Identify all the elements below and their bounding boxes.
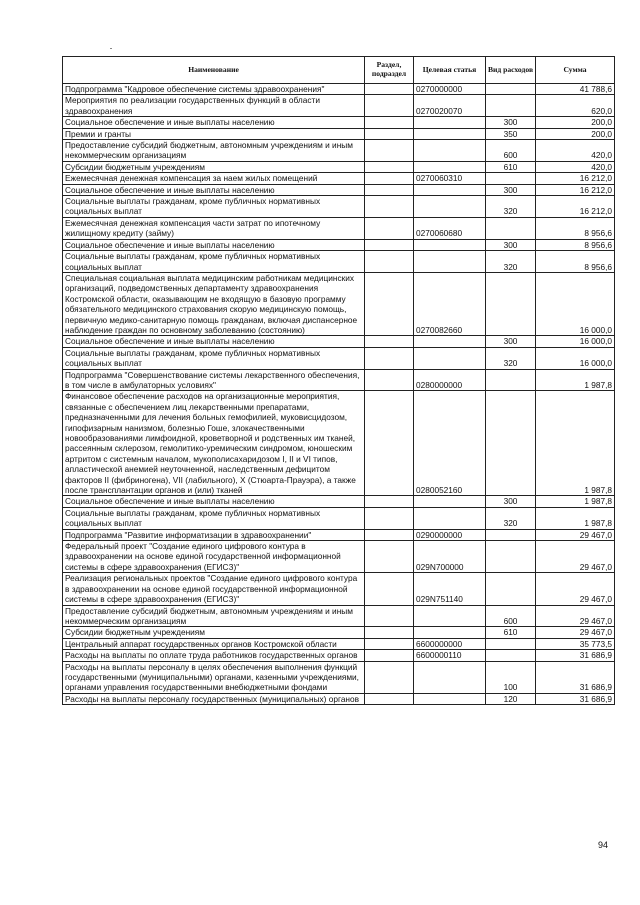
cell-sum: 29 467,0 [536, 573, 615, 605]
cell-razdel [365, 336, 414, 347]
header-name: Наименование [63, 57, 365, 84]
table-row [63, 650, 615, 661]
cell-name: Подпрограмма "Развитие информатизации в здравоохранении" [63, 529, 365, 540]
table-row [63, 496, 615, 507]
cell-razdel [365, 196, 414, 218]
cell-name: Мероприятия по реализации государственных функций в области здравоохранения [63, 95, 365, 117]
cell-name: Социальное обеспечение и иные выплаты населению [63, 184, 365, 195]
cell-razdel [365, 84, 414, 95]
cell-name: Социальные выплаты гражданам, кроме публичных нормативных социальных выплат [63, 251, 365, 273]
cell-vid: 350 [486, 128, 536, 139]
cell-name: Социальные выплаты гражданам, кроме публичных нормативных социальных выплат [63, 347, 365, 369]
cell-vid: 300 [486, 117, 536, 128]
table-row [63, 184, 615, 195]
cell-stat [414, 507, 486, 529]
cell-vid: 600 [486, 140, 536, 162]
cell-stat: 029N751140 [414, 573, 486, 605]
table-row [63, 173, 615, 184]
cell-name: Центральный аппарат государственных органов Костромской области [63, 638, 365, 649]
cell-razdel [365, 650, 414, 661]
cell-stat [414, 693, 486, 704]
cell-razdel [365, 391, 414, 496]
table-row [63, 661, 615, 693]
cell-vid [486, 529, 536, 540]
cell-razdel [365, 184, 414, 195]
cell-sum: 31 686,9 [536, 650, 615, 661]
cell-sum: 200,0 [536, 128, 615, 139]
cell-vid [486, 391, 536, 496]
cell-stat [414, 605, 486, 627]
cell-vid [486, 369, 536, 391]
table-row [63, 638, 615, 649]
cell-stat: 0270060310 [414, 173, 486, 184]
budget-page [62, 56, 614, 705]
cell-vid: 300 [486, 239, 536, 250]
table-row [63, 336, 615, 347]
cell-stat [414, 196, 486, 218]
cell-name: Премии и гранты [63, 128, 365, 139]
cell-vid [486, 95, 536, 117]
cell-razdel [365, 369, 414, 391]
cell-name: Субсидии бюджетным учреждениям [63, 627, 365, 638]
cell-name: Федеральный проект "Создание единого цифрового контура в здравоохранении на основе единой государственной информационной системы в сфере здравоохранения (ЕГИСЗ)" [63, 541, 365, 573]
cell-razdel [365, 347, 414, 369]
cell-sum: 200,0 [536, 117, 615, 128]
cell-sum: 16 212,0 [536, 184, 615, 195]
cell-sum: 420,0 [536, 161, 615, 172]
cell-name: Подпрограмма "Совершенствование системы лекарственного обеспечения, в том числе в амбулаторных условиях" [63, 369, 365, 391]
cell-vid: 610 [486, 161, 536, 172]
cell-sum: 8 956,6 [536, 251, 615, 273]
table-row [63, 693, 615, 704]
cell-name: Реализация региональных проектов "Создание единого цифрового контура в здравоохранении на основе единой государственной информационной системы в сфере здравоохранения (ЕГИСЗ)" [63, 573, 365, 605]
table-row [63, 605, 615, 627]
cell-name: Социальное обеспечение и иные выплаты населению [63, 496, 365, 507]
cell-vid [486, 650, 536, 661]
cell-razdel [365, 638, 414, 649]
cell-vid: 320 [486, 507, 536, 529]
cell-vid: 320 [486, 196, 536, 218]
cell-stat [414, 239, 486, 250]
cell-name: Финансовое обеспечение расходов на организационные мероприятия, связанные с обеспечением лиц лекарственными препаратами, предназначенными для лечения больных гемофилией, муковисцидозом, гипофизарным нанизмом, болезнью Гоше, злокачественными новообразованиями лимфоидной, кроветворной и родственных им тканей, рассеянным склерозом, гемолитико-уремическим синдромом, юношеским артритом с системным началом, мукополисахаридозом I, II и VI типов, апластической анемией неуточненной, наследственным дефицитом факторов II (фибриногена), VII (лабильного), X (Стюарта-Прауэра), а также после трансплантации органов и (или) тканей [63, 391, 365, 496]
cell-sum: 16 000,0 [536, 272, 615, 335]
cell-vid [486, 84, 536, 95]
cell-stat [414, 184, 486, 195]
table-row [63, 251, 615, 273]
table-row [63, 217, 615, 239]
cell-vid: 320 [486, 347, 536, 369]
cell-razdel [365, 693, 414, 704]
cell-sum: 29 467,0 [536, 541, 615, 573]
cell-stat [414, 347, 486, 369]
cell-razdel [365, 117, 414, 128]
cell-name: Социальное обеспечение и иные выплаты населению [63, 336, 365, 347]
cell-vid: 300 [486, 184, 536, 195]
cell-stat: 6600000000 [414, 638, 486, 649]
cell-razdel [365, 173, 414, 184]
table-row [63, 507, 615, 529]
table-row [63, 140, 615, 162]
header-razdel: Раздел, подраздел [365, 57, 414, 84]
cell-sum: 41 788,6 [536, 84, 615, 95]
cell-stat: 0290000000 [414, 529, 486, 540]
budget-table [62, 56, 615, 705]
cell-name: Расходы на выплаты персоналу в целях обеспечения выполнения функций государственными (муниципальными) органами, казенными учреждениями, органами управления государственными внебюджетными фондами [63, 661, 365, 693]
cell-name: Субсидии бюджетным учреждениям [63, 161, 365, 172]
cell-name: Расходы на выплаты по оплате труда работников государственных органов [63, 650, 365, 661]
cell-stat: 0280000000 [414, 369, 486, 391]
cell-stat [414, 117, 486, 128]
table-row [63, 391, 615, 496]
table-row [63, 128, 615, 139]
cell-sum: 29 467,0 [536, 605, 615, 627]
cell-razdel [365, 541, 414, 573]
table-row [63, 573, 615, 605]
cell-vid [486, 173, 536, 184]
cell-sum: 16 212,0 [536, 196, 615, 218]
cell-sum: 620,0 [536, 95, 615, 117]
cell-name: Ежемесячная денежная компенсация за наем жилых помещений [63, 173, 365, 184]
cell-stat: 0270020070 [414, 95, 486, 117]
cell-stat [414, 128, 486, 139]
cell-vid: 320 [486, 251, 536, 273]
cell-razdel [365, 573, 414, 605]
cell-razdel [365, 272, 414, 335]
cell-vid: 300 [486, 336, 536, 347]
cell-name: Предоставление субсидий бюджетным, автономным учреждениям и иным некоммерческим организациям [63, 605, 365, 627]
cell-sum: 16 000,0 [536, 336, 615, 347]
cell-stat: 0270000000 [414, 84, 486, 95]
table-row [63, 161, 615, 172]
cell-stat [414, 161, 486, 172]
cell-vid: 100 [486, 661, 536, 693]
cell-stat: 029N700000 [414, 541, 486, 573]
cell-sum: 31 686,9 [536, 661, 615, 693]
cell-sum: 29 467,0 [536, 627, 615, 638]
table-row [63, 117, 615, 128]
cell-razdel [365, 661, 414, 693]
cell-sum: 1 987,8 [536, 391, 615, 496]
cell-name: Социальное обеспечение и иные выплаты населению [63, 117, 365, 128]
cell-vid: 300 [486, 496, 536, 507]
cell-razdel [365, 128, 414, 139]
cell-razdel [365, 529, 414, 540]
cell-stat [414, 140, 486, 162]
scan-mark [110, 48, 112, 49]
header-vid: Вид расходов [486, 57, 536, 84]
page-number: 94 [598, 840, 609, 850]
table-row [63, 529, 615, 540]
cell-name: Ежемесячная денежная компенсация части затрат по ипотечному жилищному кредиту (займу) [63, 217, 365, 239]
cell-vid: 600 [486, 605, 536, 627]
cell-vid [486, 217, 536, 239]
cell-stat: 0270060680 [414, 217, 486, 239]
cell-razdel [365, 95, 414, 117]
cell-sum: 1 987,8 [536, 496, 615, 507]
cell-stat: 0270082660 [414, 272, 486, 335]
cell-sum: 29 467,0 [536, 529, 615, 540]
cell-stat: 6600000110 [414, 650, 486, 661]
table-header-row [63, 57, 615, 84]
table-row [63, 95, 615, 117]
cell-vid: 120 [486, 693, 536, 704]
cell-razdel [365, 239, 414, 250]
cell-sum: 1 987,8 [536, 507, 615, 529]
table-row [63, 369, 615, 391]
table-row [63, 541, 615, 573]
cell-sum: 420,0 [536, 140, 615, 162]
cell-name: Подпрограмма "Кадровое обеспечение системы здравоохранения" [63, 84, 365, 95]
table-row [63, 347, 615, 369]
cell-name: Социальное обеспечение и иные выплаты населению [63, 239, 365, 250]
cell-sum: 16 212,0 [536, 173, 615, 184]
cell-name: Социальные выплаты гражданам, кроме публичных нормативных социальных выплат [63, 196, 365, 218]
cell-vid: 610 [486, 627, 536, 638]
table-row [63, 196, 615, 218]
cell-razdel [365, 605, 414, 627]
header-sum: Сумма [536, 57, 615, 84]
cell-razdel [365, 507, 414, 529]
cell-vid [486, 272, 536, 335]
cell-stat [414, 627, 486, 638]
cell-sum: 8 956,6 [536, 217, 615, 239]
cell-razdel [365, 161, 414, 172]
cell-sum: 1 987,8 [536, 369, 615, 391]
cell-vid [486, 573, 536, 605]
cell-razdel [365, 251, 414, 273]
cell-sum: 16 000,0 [536, 347, 615, 369]
cell-name: Социальные выплаты гражданам, кроме публичных нормативных социальных выплат [63, 507, 365, 529]
cell-razdel [365, 627, 414, 638]
table-body [63, 84, 615, 705]
cell-sum: 8 956,6 [536, 239, 615, 250]
cell-name: Расходы на выплаты персоналу государственных (муниципальных) органов [63, 693, 365, 704]
table-row [63, 272, 615, 335]
cell-vid [486, 541, 536, 573]
cell-stat [414, 336, 486, 347]
header-stat: Целевая статья [414, 57, 486, 84]
table-row [63, 627, 615, 638]
cell-stat [414, 661, 486, 693]
cell-stat [414, 496, 486, 507]
table-row [63, 239, 615, 250]
table-row [63, 84, 615, 95]
cell-razdel [365, 217, 414, 239]
cell-razdel [365, 140, 414, 162]
cell-sum: 35 773,5 [536, 638, 615, 649]
cell-stat [414, 251, 486, 273]
cell-stat: 0280052160 [414, 391, 486, 496]
cell-sum: 31 686,9 [536, 693, 615, 704]
cell-vid [486, 638, 536, 649]
cell-name: Специальная социальная выплата медицинским работникам медицинских организаций, подведомственных департаменту здравоохранения Костромской области, оказывающим не входящую в базовую программу обязательного медицинского страхования скорую медицинскую помощь, первичную медико-санитарную помощь гражданам, включая диспансерное наблюдение граждан по основному заболеванию (состоянию) [63, 272, 365, 335]
cell-name: Предоставление субсидий бюджетным, автономным учреждениям и иным некоммерческим организациям [63, 140, 365, 162]
cell-razdel [365, 496, 414, 507]
